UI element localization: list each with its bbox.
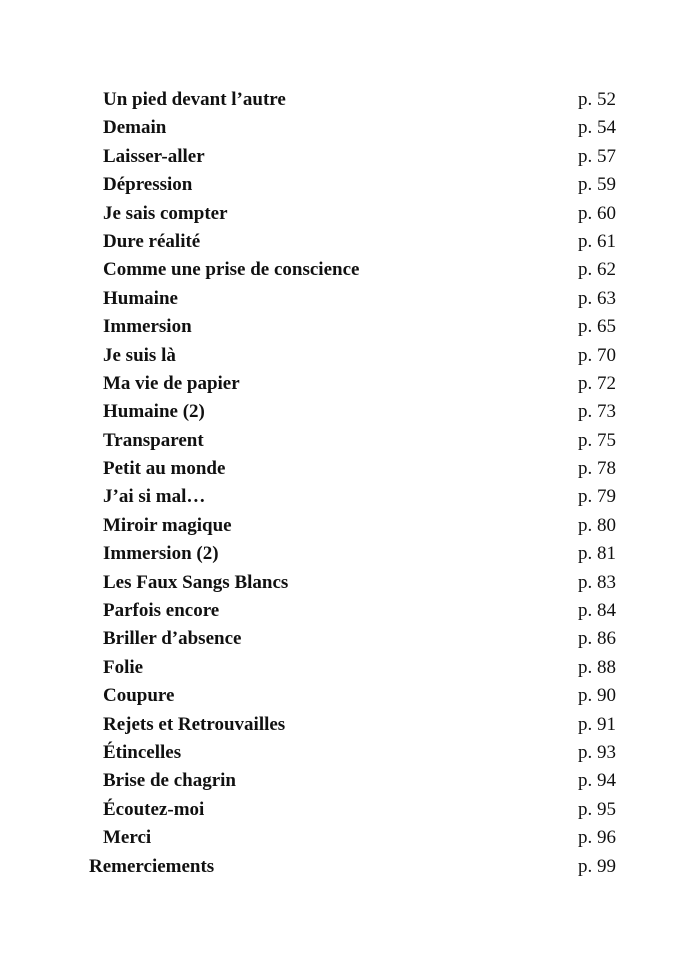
toc-entry: [0, 625, 700, 653]
toc-entry-page: p. 70: [578, 344, 616, 366]
toc-entry: [0, 200, 700, 228]
toc-entry-title: Ma vie de papier: [103, 372, 240, 394]
toc-entry-title: Humaine: [103, 287, 178, 309]
toc-entry-title: Comme une prise de conscience: [103, 259, 360, 281]
toc-entry-title: Rejets et Retrouvailles: [103, 713, 286, 735]
toc-entry-page: p. 62: [578, 259, 616, 281]
table-of-contents: [0, 86, 700, 881]
toc-entry-page: p. 93: [578, 741, 616, 763]
toc-entry-title: Merci: [103, 827, 152, 849]
toc-entry: [0, 228, 700, 256]
toc-entry-page: p. 81: [578, 543, 616, 565]
toc-entry-title: Parfois encore: [103, 600, 220, 622]
toc-entry: [0, 739, 700, 767]
toc-entry-page: p. 99: [578, 855, 616, 877]
toc-entry-page: p. 61: [578, 230, 616, 252]
toc-entry: [0, 285, 700, 313]
toc-entry: [0, 767, 700, 795]
toc-entry: [0, 540, 700, 568]
toc-entry-title: Dépression: [103, 174, 193, 196]
toc-entry-title: Coupure: [103, 685, 175, 707]
toc-entry-title: Laisser-aller: [103, 145, 205, 167]
toc-entry: [0, 796, 700, 824]
toc-entry: [0, 370, 700, 398]
toc-entry-page: p. 94: [578, 770, 616, 792]
toc-entry-page: p. 95: [578, 798, 616, 820]
toc-entry-page: p. 65: [578, 316, 616, 338]
toc-entry-page: p. 96: [578, 827, 616, 849]
toc-entry-title: Immersion: [103, 316, 192, 338]
toc-entry-title: Étincelles: [103, 741, 182, 763]
toc-entry: [0, 313, 700, 341]
toc-entry-title: Immersion (2): [103, 543, 219, 565]
toc-entry: [0, 597, 700, 625]
toc-entry-title: Miroir magique: [103, 514, 232, 536]
toc-entry-page: p. 84: [578, 600, 616, 622]
toc-entry-title: Demain: [103, 117, 167, 139]
toc-entry-title: Remerciements: [89, 855, 215, 877]
toc-entry-page: p. 57: [578, 145, 616, 167]
toc-entry: [0, 171, 700, 199]
toc-entry: [0, 342, 700, 370]
toc-entry-page: p. 72: [578, 372, 616, 394]
toc-entry-title: Brise de chagrin: [103, 770, 236, 792]
toc-entry: [0, 512, 700, 540]
toc-entry-title: J’ai si mal…: [103, 486, 206, 508]
toc-entry: [0, 569, 700, 597]
toc-entry-page: p. 78: [578, 458, 616, 480]
toc-entry: [0, 853, 700, 881]
toc-entry: [0, 143, 700, 171]
toc-entry-page: p. 90: [578, 685, 616, 707]
toc-entry: [0, 86, 700, 114]
toc-entry-page: p. 80: [578, 514, 616, 536]
toc-entry-page: p. 86: [578, 628, 616, 650]
toc-entry-page: p. 88: [578, 656, 616, 678]
toc-entry-title: Humaine (2): [103, 401, 205, 423]
toc-entry: [0, 398, 700, 426]
toc-entry-page: p. 83: [578, 571, 616, 593]
toc-entry: [0, 654, 700, 682]
toc-entry-title: Les Faux Sangs Blancs: [103, 571, 289, 593]
toc-entry-page: p. 54: [578, 117, 616, 139]
toc-entry: [0, 114, 700, 142]
toc-entry-title: Un pied devant l’autre: [103, 89, 286, 110]
toc-entry-title: Petit au monde: [103, 458, 226, 480]
toc-entry: [0, 824, 700, 852]
toc-entry-title: Folie: [103, 656, 144, 678]
toc-entry-page: p. 75: [578, 429, 616, 451]
toc-entry: [0, 682, 700, 710]
toc-entry: [0, 711, 700, 739]
toc-entry: [0, 483, 700, 511]
toc-entry-page: p. 73: [578, 401, 616, 423]
toc-entry-page: p. 60: [578, 202, 616, 224]
toc-entry-page: p. 63: [578, 287, 616, 309]
toc-entry-title: Écoutez-moi: [103, 798, 205, 820]
toc-entry-page: p. 91: [578, 713, 616, 735]
toc-entry-page: p. 59: [578, 174, 616, 196]
toc-entry-title: Je suis là: [103, 344, 176, 366]
toc-entry-title: Transparent: [103, 429, 204, 451]
toc-entry-title: Briller d’absence: [103, 628, 242, 650]
toc-entry: [0, 427, 700, 455]
toc-entry: [0, 256, 700, 284]
toc-entry-title: Dure réalité: [103, 230, 201, 252]
toc-entry-title: Je sais compter: [103, 202, 228, 224]
toc-entry: [0, 455, 700, 483]
toc-entry-page: p. 79: [578, 486, 616, 508]
toc-entry-page: p. 52: [578, 89, 616, 110]
